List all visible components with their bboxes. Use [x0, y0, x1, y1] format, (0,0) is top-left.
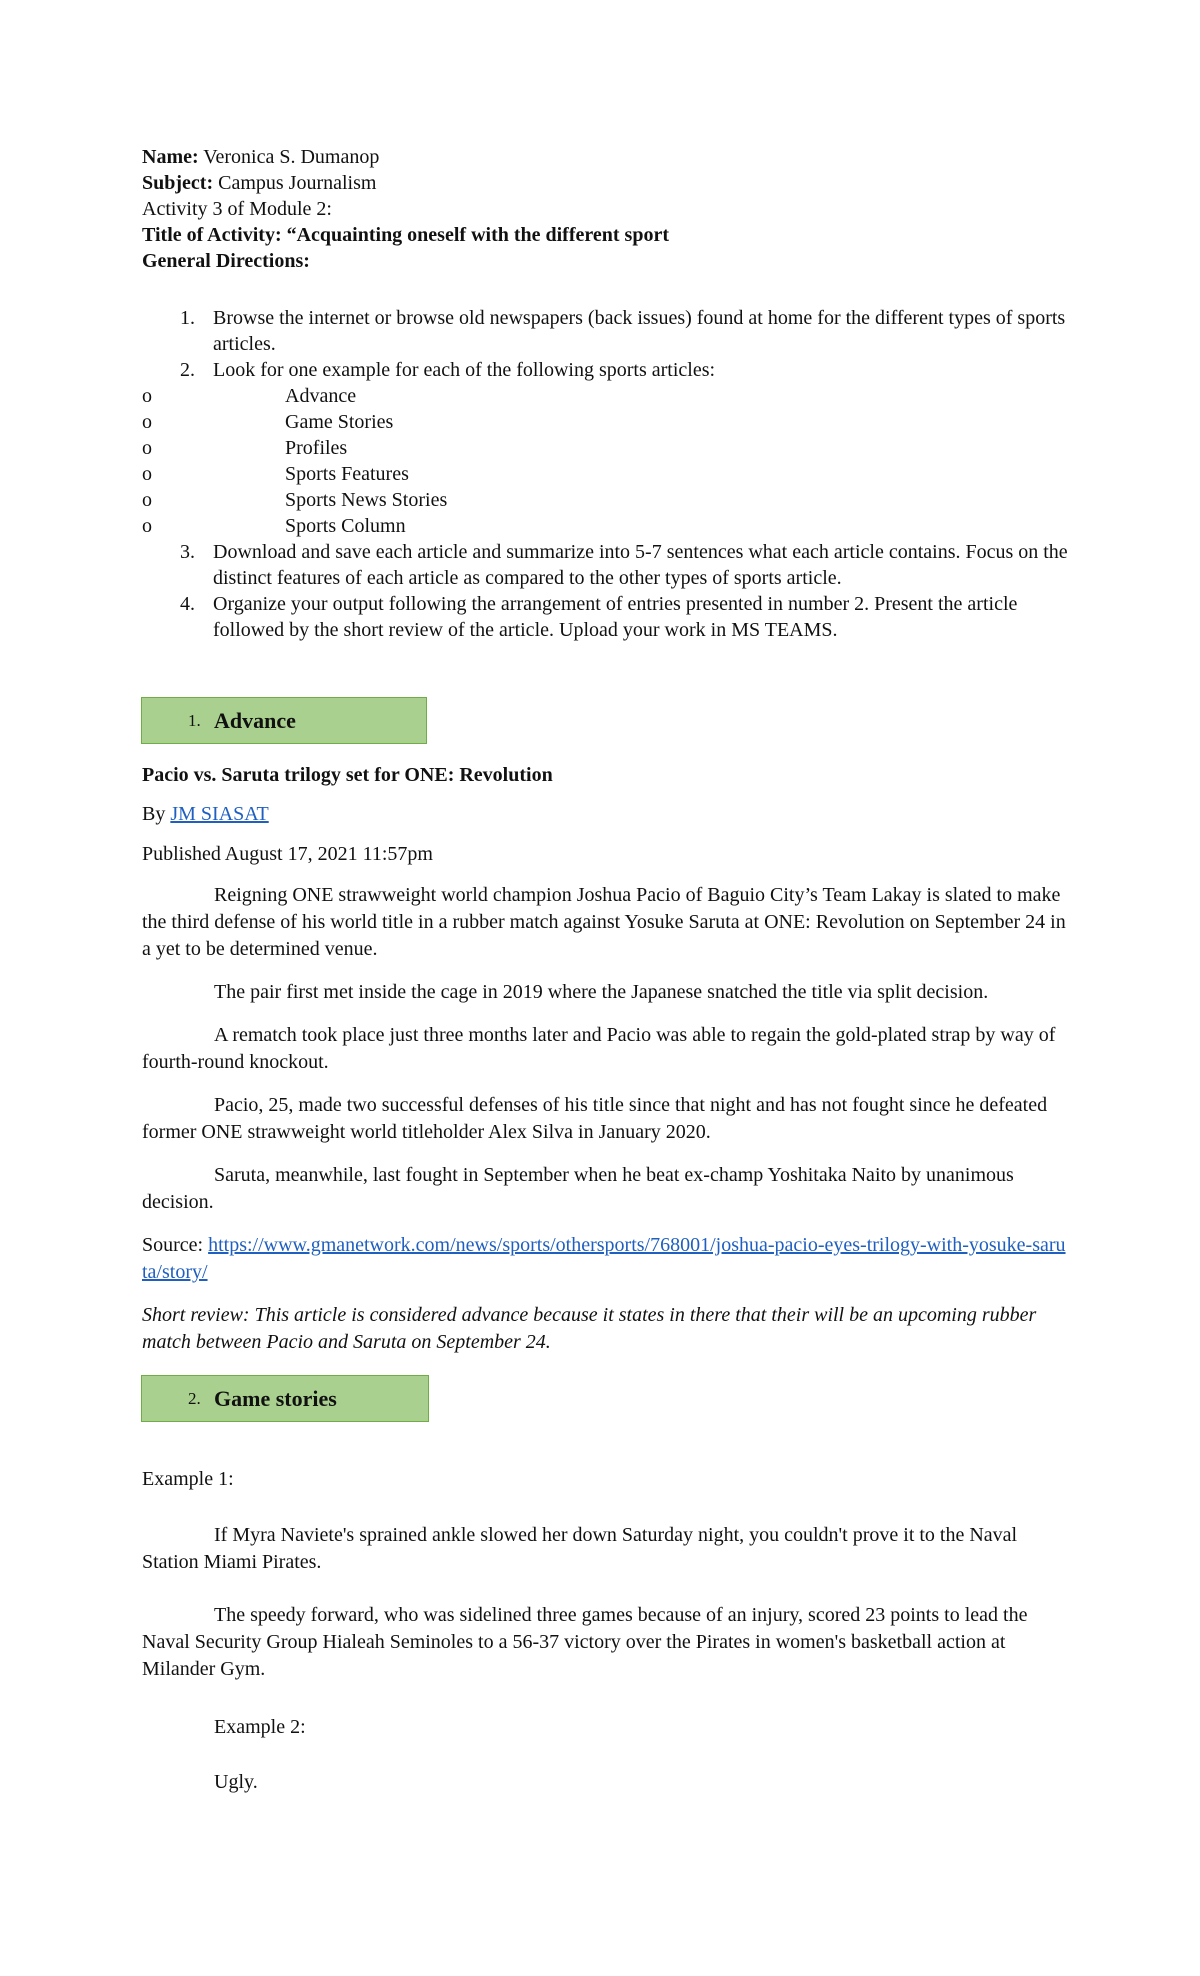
bullet-marker: o: [142, 463, 152, 485]
article-type-game-stories: Game Stories: [285, 411, 394, 433]
article-type-sports-features: Sports Features: [285, 463, 409, 485]
article-type-sports-column: Sports Column: [285, 515, 406, 537]
byline: [142, 801, 269, 827]
activity-line: Activity 3 of Module 2:: [142, 198, 332, 220]
article-type-profiles: Profiles: [285, 437, 348, 459]
author-link[interactable]: JM SIASAT: [170, 803, 269, 825]
article-title: Pacio vs. Saruta trilogy set for ONE: Revolution: [142, 764, 553, 786]
published-date: Published August 17, 2021 11:57pm: [142, 843, 433, 865]
section-number: 2.: [188, 1388, 201, 1408]
bullet-marker: o: [142, 515, 152, 537]
direction-3-text: Download and save each article and summarize into 5-7 sentences what each article contains. Focus on the distinct features of each article as compared to the other types of sports article.: [213, 541, 1068, 589]
name-line: [142, 144, 379, 170]
direction-4-text: Organize your output following the arrangement of entries presented in number 2. Present the article followed by the short review of the article. Upload your work in MS TEAMS.: [213, 593, 1018, 641]
example-1-paragraph: The speedy forward, who was sidelined three games because of an injury, scored 23 points to lead the Naval Security Group Hialeah Seminoles to a 56-37 victory over the Pirates in women's basketball action at Milander Gym.: [142, 1604, 1028, 1680]
section-number: 1.: [188, 710, 201, 730]
direction-1-number: 1.: [180, 307, 195, 329]
section-game-stories-heading: [141, 1375, 429, 1422]
article-paragraph: Saruta, meanwhile, last fought in September when he beat ex-champ Yoshitaka Naito by unanimous decision.: [142, 1164, 1014, 1213]
direction-4-number: 4.: [180, 593, 195, 615]
subject-value: Campus Journalism: [218, 172, 377, 194]
by-label: By: [142, 803, 166, 825]
direction-2-number: 2.: [180, 359, 195, 381]
source-line: [142, 1232, 1067, 1286]
bullet-marker: o: [142, 385, 152, 407]
direction-3-number: 3.: [180, 541, 195, 563]
direction-1-text: Browse the internet or browse old newspapers (back issues) found at home for the different types of sports articles.: [213, 307, 1066, 355]
section-label: Advance: [214, 707, 296, 733]
bullet-marker: o: [142, 437, 152, 459]
article-type-sports-news: Sports News Stories: [285, 489, 448, 511]
source-link[interactable]: https://www.gmanetwork.com/news/sports/othersports/768001/joshua-pacio-eyes-trilogy-with-yosuke-saruta/story/: [142, 1234, 1066, 1283]
article-paragraph: The pair first met inside the cage in 2019 where the Japanese snatched the title via split decision.: [214, 981, 989, 1003]
example-2-label: Example 2:: [214, 1716, 306, 1738]
example-2-text: Ugly.: [214, 1771, 258, 1793]
name-value: Veronica S. Dumanop: [203, 146, 380, 168]
bullet-marker: o: [142, 411, 152, 433]
source-label: Source:: [142, 1234, 204, 1256]
directions-label: General Directions:: [142, 250, 310, 272]
short-review: Short review: This article is considered advance because it states in there that their will be an upcoming rubber match between Pacio and Saruta on September 24.: [142, 1304, 1037, 1353]
example-1-label: Example 1:: [142, 1468, 234, 1490]
bullet-marker: o: [142, 489, 152, 511]
article-type-advance: Advance: [285, 385, 357, 407]
section-advance-heading: [141, 697, 427, 744]
name-label: Name:: [142, 146, 199, 168]
article-paragraph: Pacio, 25, made two successful defenses of his title since that night and has not fought since he defeated former ONE strawweight world titleholder Alex Silva in January 2020.: [142, 1094, 1048, 1143]
subject-line: [142, 170, 376, 196]
section-label: Game stories: [214, 1385, 337, 1411]
activity-title: Title of Activity: “Acquainting oneself with the different sport: [142, 224, 670, 246]
article-paragraph: Reigning ONE strawweight world champion Joshua Pacio of Baguio City’s Team Lakay is slated to make the third defense of his world title in a rubber match against Yosuke Saruta at ONE: Revolution on September 24 in a yet to be determined venue.: [142, 884, 1066, 960]
example-1-paragraph: If Myra Naviete's sprained ankle slowed her down Saturday night, you couldn't prove it to the Naval Station Miami Pirates.: [142, 1524, 1018, 1573]
article-paragraph: A rematch took place just three months later and Pacio was able to regain the gold-plated strap by way of fourth-round knockout.: [142, 1024, 1056, 1073]
direction-2-text: Look for one example for each of the following sports articles:: [213, 359, 716, 381]
subject-label: Subject:: [142, 172, 214, 194]
